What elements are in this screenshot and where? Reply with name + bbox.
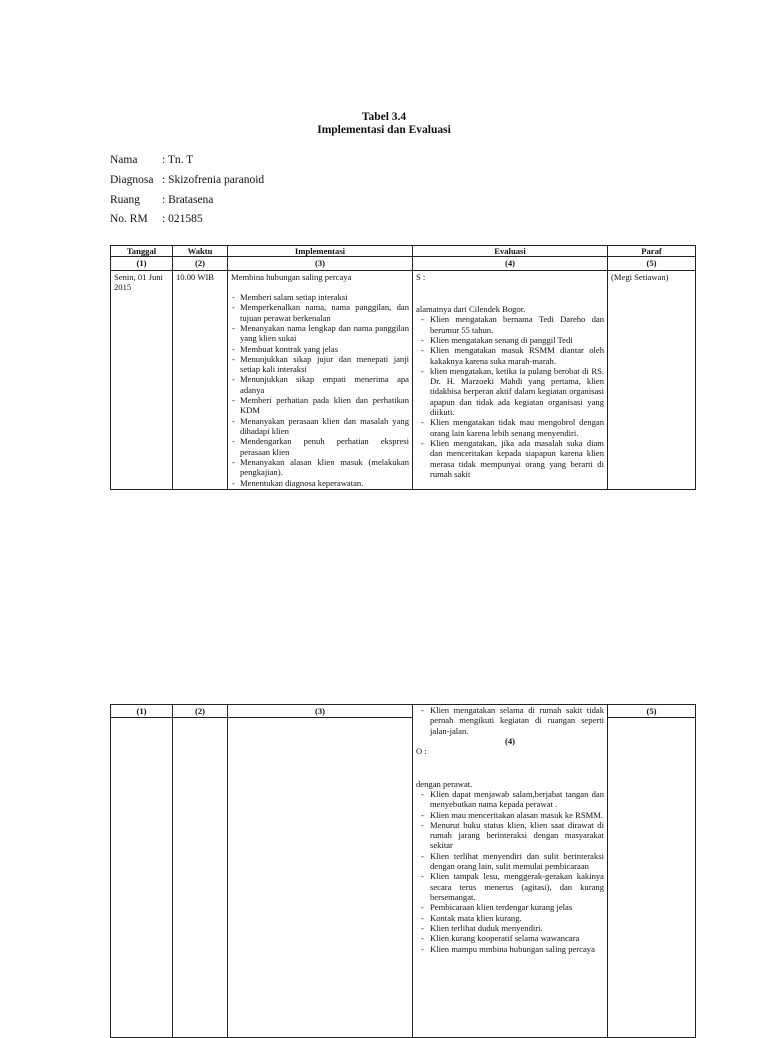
column-number-row	[111, 257, 696, 270]
eval-s-label: S :	[416, 271, 426, 282]
col-num-2: (2)	[173, 257, 228, 270]
list-item: - Klien mengatakan selama di rumah sakit tidak pernah mengikuti kegiatan di ruangan seperti jalan-jalan.	[416, 705, 604, 736]
list-item: - Mendengarkan penuh perhatian ekspresi perasaan klien	[231, 436, 409, 457]
patient-ruang-row	[110, 194, 213, 206]
col-num-5: (5)	[608, 705, 696, 718]
nama-label: Nama	[110, 154, 138, 166]
cell-tanggal: Senin, 01 Juni 2015	[111, 270, 173, 489]
cell-paraf: (Megi Setiawan)	[608, 270, 696, 489]
table-row	[111, 718, 696, 1038]
col-num-2: (2)	[173, 705, 228, 718]
cell-waktu: 10.00 WIB	[173, 270, 228, 489]
col-num-4: (4)	[413, 257, 608, 270]
eval-o-label: O :	[416, 746, 427, 757]
list-item: - Klien mau menceritakan alasan masuk ke RSMM.	[416, 810, 604, 820]
patient-diagnosa-row	[110, 174, 264, 186]
nama-value: : Tn. T	[162, 154, 194, 166]
list-item: - Menentukan diagnosa keperawatan.	[231, 478, 409, 488]
list-item: - Menunjukkan sikap jujur dan menepati janji setiap kali interaksi	[231, 354, 409, 375]
list-item: - Menanyakan perasaan klien dan masalah yang dihadapi klien	[231, 416, 409, 437]
cell-evaluasi	[413, 270, 608, 489]
eval-o-intro: dengan perawat.	[416, 778, 473, 789]
list-item: - Memberi salam setiap interaksi	[231, 292, 409, 302]
cell-tanggal-empty	[111, 718, 173, 1038]
header-implementasi: Implementasi	[228, 246, 413, 257]
column-number-row	[111, 705, 696, 718]
list-item: - Membuat kontrak yang jelas	[231, 344, 409, 354]
diagnosa-label: Diagnosa	[110, 174, 154, 186]
table-header-row	[111, 246, 696, 257]
rm-label: No. RM	[110, 213, 148, 225]
header-tanggal: Tanggal	[111, 246, 173, 257]
eval-s-intro: alamatnya dari Cilendek Bogor.	[416, 303, 526, 314]
rm-value: : 021585	[162, 213, 203, 225]
list-item: - Klien mengatakan masuk RSMM diantar oleh kakaknya karena suka marah-marah.	[416, 345, 604, 366]
col-num-3: (3)	[228, 705, 413, 718]
list-item: - Klien mampu mmbina hubungan saling percaya	[416, 944, 604, 954]
cell-paraf-empty	[608, 718, 696, 1038]
col-num-1: (1)	[111, 705, 173, 718]
list-item: - Kontak mata klien kurang.	[416, 913, 604, 923]
list-item: - Menunjukkan sikap empati menerima apa adanya	[231, 374, 409, 395]
cell-implementasi	[228, 270, 413, 489]
impl-list	[231, 292, 409, 488]
eval-top-list	[416, 705, 604, 736]
impl-title: Membina hubungan saling percaya	[231, 271, 352, 282]
header-waktu: Waktu	[173, 246, 228, 257]
continuation-table	[110, 704, 696, 1038]
ruang-label: Ruang	[110, 194, 141, 206]
list-item: - Klien tampak lesu, menggerak-gerakan kakinya secara terus menerus (agitasi), dan kurang bersemangat.	[416, 871, 604, 902]
list-item: - Menanyakan alasan klien masuk (melakukan pengkajian).	[231, 457, 409, 478]
list-item: - Memberi perhatian pada klien dan perhatikan KDM	[231, 395, 409, 416]
eval-inline-number: (4)	[504, 735, 516, 746]
list-item: - klien mengatakan, ketika ia pulang berobat di RS. Dr. H. Marzoeki Mahdi yang pertama, klien tidakbisa berperan aktif dalam kegiatan organisasi apapun dan tidak ada kegiatan organisasi yang diikuti.	[416, 366, 604, 418]
list-item: - Memperkenalkan nama, nama panggilan, dan tujuan perawat berkenalan	[231, 302, 409, 323]
cell-waktu-empty	[173, 718, 228, 1038]
diagnosa-value: : Skizofrenia paranoid	[162, 174, 265, 186]
list-item: - Klien dapat menjawab salam,berjabat tangan dan menyebutkan nama kepada perawat .	[416, 789, 604, 810]
table-row	[111, 270, 696, 489]
eval-list	[416, 314, 604, 479]
col-num-3: (3)	[228, 257, 413, 270]
list-item: - Klien mengatakan, jika ada masalah suka diam dan menceritakan kepada siapapun karena klien merasa tidak mempunyai orang yang berarti di rumah sakit	[416, 438, 604, 479]
table-title: Implementasi dan Evaluasi	[317, 124, 451, 136]
ruang-value: : Bratasena	[162, 194, 214, 206]
cell-evaluasi-continued	[413, 705, 608, 1038]
list-item: - Klien mengatakan tidak mau mengobrol dengan orang lain karena lebih senang menyendiri.	[416, 417, 604, 438]
list-item: - Klien kurang kooperatif selama wawancara	[416, 933, 604, 943]
list-item: - Menurut buku status klien, klien saat dirawat di rumah jarang berinteraksi dengan masyarakat sekitar	[416, 820, 604, 851]
cell-implementasi-empty	[228, 718, 413, 1038]
col-num-1: (1)	[111, 257, 173, 270]
col-num-5: (5)	[608, 257, 696, 270]
patient-name-row	[110, 154, 193, 166]
patient-rm-row	[110, 213, 203, 225]
list-item: - Menanyakan nama lengkap dan nama panggilan yang klien sukai	[231, 323, 409, 344]
list-item: - Klien mengatakan bernama Tedi Dareho dan berumur 55 tahun.	[416, 314, 604, 335]
list-item: - Klien terlihat duduk menyendiri.	[416, 923, 604, 933]
list-item: - Klien mengatakan senang di panggil Tedi	[416, 335, 604, 345]
table-number: Tabel 3.4	[361, 111, 407, 123]
list-item: - Klien terlihat menyendiri dan sulit berinteraksi dengan orang lain, sulit memulai pembicaraan	[416, 851, 604, 872]
list-item: - Pembicaraan klien terdengar kurang jelas	[416, 902, 604, 912]
implementation-table	[110, 245, 696, 490]
eval-o-list	[416, 789, 604, 954]
header-paraf: Paraf	[608, 246, 696, 257]
header-evaluasi: Evaluasi	[413, 246, 608, 257]
